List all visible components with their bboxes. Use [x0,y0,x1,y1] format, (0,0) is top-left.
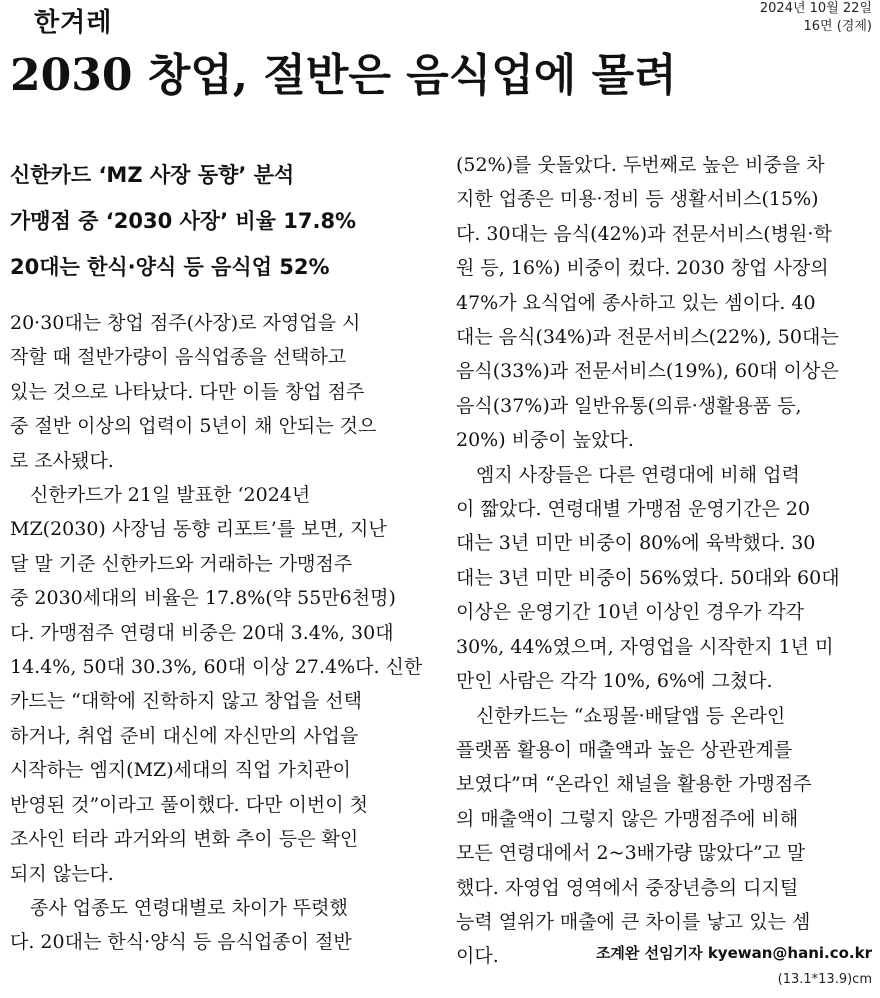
body-line: 음식(37%)과 일반유통(의류·생활용품 등, [456,394,802,417]
body-line: 14.4%, 50대 30.3%, 60대 이상 27.4%다. 신한 [10,656,423,679]
body-line: 하거나, 취업 준비 대신에 자신만의 사업을 [10,724,359,747]
body-line: 있는 것으로 나타났다. 다만 이들 창업 점주 [10,380,365,403]
body-line: 이상은 운영기간 10년 이상인 경우가 각각 [456,601,805,624]
body-line: 이다. [456,945,499,968]
body-line: 중 절반 이상의 업력이 5년이 채 안되는 것으 [10,415,377,438]
body-line: 음식(33%)과 전문서비스(19%), 60대 이상은 [456,360,839,383]
byline: 조계완 선임기자 kyewan@hani.co.kr [595,944,872,962]
body-line: 모든 연령대에서 2~3배가량 많았다”고 말 [456,842,806,865]
body-line: 다. 20대는 한식·양식 등 음식업종이 절반 [10,931,352,954]
body-line: 작할 때 절반가량이 음식업종을 선택하고 [10,346,347,369]
body-line: 다. 가맹점주 연령대 비중은 20대 3.4%, 30대 [10,621,394,644]
issue-meta [760,0,872,36]
body-line: MZ(2030) 사장님 동향 리포트’를 보면, 지난 [10,518,387,541]
body-line: 20·30대는 창업 점주(사장)로 자영업을 시 [10,312,361,334]
body-line: 플랫폼 활용이 매출액과 높은 상관관계를 [456,738,793,761]
subhead: 신한카드 ‘MZ 사장 동향’ 분석 [10,163,295,187]
issue-page: 16면 (경제) [803,19,872,34]
body-line: 지한 업종은 미용·정비 등 생활서비스(15%) [456,188,819,211]
subhead: 20대는 한식·양식 등 음식업 52% [10,255,330,279]
body-line: 신한카드가 21일 발표한 ‘2024년 [30,484,311,507]
body-line: 종사 업종도 연령대별로 차이가 뚜렷했 [30,896,348,919]
body-line: 엠지 사장들은 다른 연령대에 비해 업력 [476,463,800,486]
body-line: 로 조사됐다. [10,449,114,472]
body-line: 반영된 것”이라고 풀이했다. 다만 이번이 첫 [10,793,368,816]
body-line: 신한카드는 “쇼핑몰·배달앱 등 온라인 [476,704,786,727]
body-line: 원 등, 16%) 비중이 컸다. 2030 창업 사장의 [456,257,829,280]
body-line: 만인 사람은 각각 10%, 6%에 그쳤다. [456,670,773,693]
newspaper-logo: 한겨레 [34,8,113,38]
body-line: 카드는 “대학에 진학하지 않고 창업을 선택 [10,690,362,713]
article-column-left [10,148,430,960]
body-line: 달 말 기준 신한카드와 거래하는 가맹점주 [10,552,353,575]
article-column-right [456,148,876,974]
body-line: 47%가 요식업에 종사하고 있는 셈이다. 40 [456,291,816,314]
body-line: 중 2030세대의 비율은 17.8%(약 55만6천명) [10,587,396,610]
body-line: 되지 않는다. [10,862,114,885]
body-line: 이 짧았다. 연령대별 가맹점 운영기간은 20 [456,498,811,521]
body-line: 보였다”며 “온라인 채널을 활용한 가맹점주 [456,773,812,796]
body-line: 20%) 비중이 높았다. [456,429,634,452]
body-line: 대는 음식(34%)과 전문서비스(22%), 50대는 [456,326,839,349]
body-line: 의 매출액이 그렇지 않은 가맹점주에 비해 [456,807,799,830]
subhead: 가맹점 중 ‘2030 사장’ 비율 17.8% [10,209,357,233]
body-line: 조사인 터라 과거와의 변화 추이 등은 확인 [10,828,359,851]
body-line: 대는 3년 미만 비중이 56%였다. 50대와 60대 [456,566,840,589]
body-line: 대는 3년 미만 비중이 80%에 육박했다. 30 [456,532,816,555]
body-line: 다. 30대는 음식(42%)과 전문서비스(병원·학 [456,222,832,245]
body-line: 능력 열위가 매출에 큰 차이를 낳고 있는 셈 [456,910,811,933]
body-line: 30%, 44%였으며, 자영업을 시작한지 1년 미 [456,635,834,658]
subheads [10,152,430,290]
article-headline: 2030 창업, 절반은 음식업에 몰려 [10,50,677,101]
body-line: 시작하는 엠지(MZ)세대의 직업 가치관이 [10,759,351,782]
body-line: 했다. 자영업 영역에서 중장년층의 디지털 [456,876,799,899]
body-line: (52%)를 웃돌았다. 두번째로 높은 비중을 차 [456,154,825,176]
clipping-size: (13.1*13.9)cm [777,972,872,987]
issue-date: 2024년 10월 22일 [759,1,872,16]
